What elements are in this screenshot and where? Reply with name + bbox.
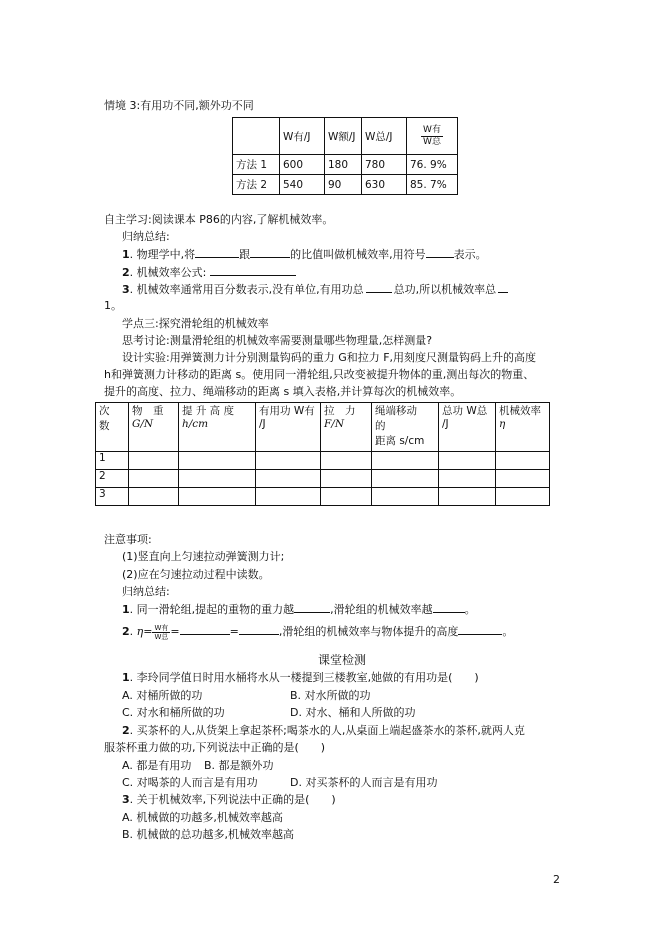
summary-title: 归纳总结: [122, 585, 170, 598]
option-c: C. 对水和桶所做的功 [122, 706, 225, 719]
table-header-cell: 物 重 G/N [129, 403, 179, 452]
option-c: C. 对喝茶的人而言是有用功 [122, 776, 258, 789]
summary-title: 归纳总结: [122, 230, 170, 243]
discussion-text: 思考讨论:测量滑轮组的机械效率需要测量哪些物理量,怎样测量? [122, 334, 433, 347]
note-item: (2)应在匀速拉动过程中读数。 [122, 568, 270, 581]
design-text-line: 设计实验:用弹簧测力计分别测量钩码的重力 G和拉力 F,用刻度尺测量钩码上升的高度 [122, 351, 537, 364]
table-cell: 方法 1 [233, 155, 280, 175]
section-heading: 学点三:探究滑轮组的机械效率 [122, 317, 269, 330]
table-cell: 方法 2 [233, 175, 280, 195]
section-heading: 课堂检测 [318, 653, 367, 667]
table-cell: 540 [280, 175, 325, 195]
table-header-cell [233, 118, 280, 155]
option-a: A. 都是有用功 [122, 759, 192, 772]
scenario-title: 情境 3:有用功不同,额外功不同 [104, 99, 254, 112]
table-header-cell: W总/J [362, 118, 407, 155]
notes-title: 注意事项: [104, 533, 152, 546]
table-header-cell: 机械效率 η [496, 403, 550, 452]
summary2-item-2: 2. η= $\frac{\text{W有}}{\text{W总}}$ = = ,滑轮组的机械效率与物体提升的高度 。 [122, 623, 514, 641]
design-text-line: 提升的高度、拉力、绳端移动的距离 s 填入表格,并计算每次的机械效率。 [104, 385, 462, 398]
table-cell: 90 [325, 175, 362, 195]
question-3: 3. 关于机械效率,下列说法中正确的是( ) [122, 793, 336, 806]
option-d: D. 对买茶杯的人而言是有用功 [290, 776, 438, 789]
summary-item-1: 1. 物理学中,将 跟 的比值叫做机械效率,用符号 表示。 [122, 248, 487, 261]
option-b: B. 对水所做的功 [290, 689, 371, 702]
page-number: 2 [553, 873, 560, 886]
efficiency-fraction: $\frac{\text{W有}}{\text{W总}}$ [423, 124, 441, 147]
table-cell: 85. 7% [407, 175, 458, 195]
table-cell: 630 [362, 175, 407, 195]
table-cell: 180 [325, 155, 362, 175]
summary-item-3-tail: 1。 [104, 299, 122, 312]
question-1: 1. 李玲同学值日时用水桶将水从一楼提到三楼教室,她做的有用功是( ) [122, 671, 479, 684]
summary-item-3: 3. 机械效率通常用百分数表示,没有单位,有用功总 总功,所以机械效率总 [122, 281, 508, 298]
option-a: A. 机械做的功越多,机械效率越高 [122, 811, 283, 824]
table-header-cell: W有/J [280, 118, 325, 155]
option-d: D. 对水、桶和人所做的功 [290, 706, 416, 719]
question-2-cont: 服茶杯重力做的功,下列说法中正确的是( ) [104, 741, 326, 754]
option-b: B. 都是额外功 [204, 759, 274, 772]
table-header-cell: 提 升 高 度 h/cm [179, 403, 256, 452]
work-comparison-table [232, 117, 458, 195]
table-cell: 76. 9% [407, 155, 458, 175]
table-header-cell [407, 118, 458, 155]
table-header-cell: 绳端移动 的 距离 s/cm [372, 403, 439, 452]
experiment-table [95, 402, 550, 506]
table-row: 2 [96, 470, 550, 488]
table-header-cell: 次 数 [96, 403, 129, 452]
table-row: 3 [96, 488, 550, 506]
option-b: B. 机械做的总功越多,机械效率越高 [122, 828, 295, 841]
design-text-line: h和弹簧测力计移动的距离 s。使用同一滑轮组,只改变被提升物体的重,测出每次的物重、 [104, 368, 535, 381]
summary-item-2: 2. 机械效率公式: [122, 264, 296, 281]
table-header-cell: W额/J [325, 118, 362, 155]
question-2: 2. 买茶杯的人,从货架上拿起茶杯;喝茶水的人,从桌面上端起盛茶水的茶杯,就两人克 [122, 724, 525, 737]
table-cell: 600 [280, 155, 325, 175]
table-header-cell: 拉 力 F/N [321, 403, 372, 452]
note-item: (1)竖直向上匀速拉动弹簧测力计; [122, 550, 285, 563]
table-header-cell: 有用功 W有 /J [256, 403, 321, 452]
table-header-cell: 总功 W总 /J [439, 403, 496, 452]
table-row: 1 [96, 452, 550, 470]
self-study-text: 自主学习:阅读课本 P86的内容,了解机械效率。 [104, 213, 334, 226]
table-cell: 780 [362, 155, 407, 175]
option-a: A. 对桶所做的功 [122, 689, 203, 702]
summary2-item-1: 1. 同一滑轮组,提起的重物的重力越 ,滑轮组的机械效率越 。 [122, 603, 476, 616]
